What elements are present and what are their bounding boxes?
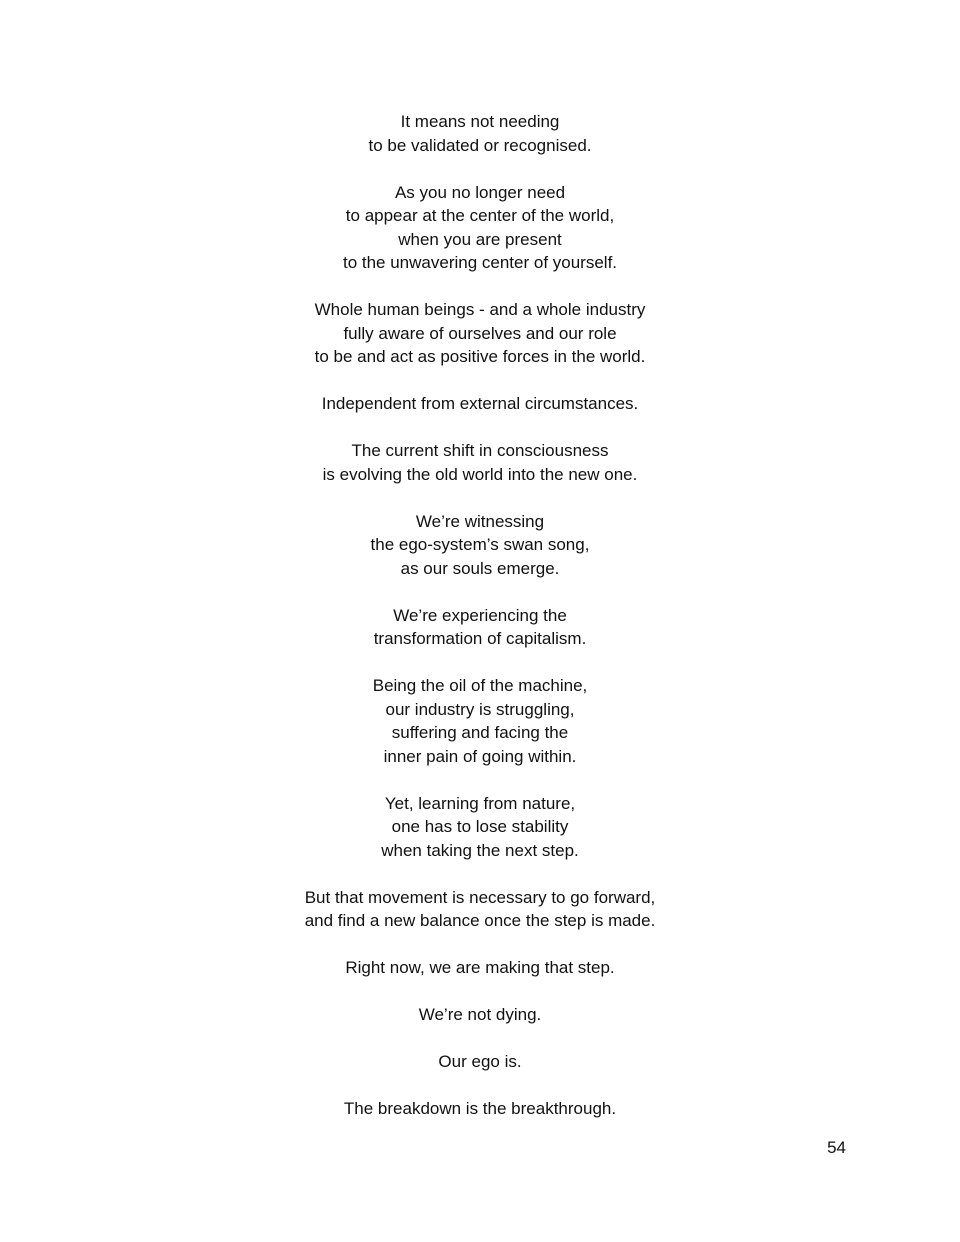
poem-line: Right now, we are making that step. [345,958,615,977]
stanza [0,510,960,581]
poem-line: It means not needing [400,112,560,131]
stanza [0,298,960,369]
poem-line: Whole human beings - and a whole industry [314,300,646,319]
poem-line: one has to lose stability [391,817,569,836]
poem-line: inner pain of going within. [383,746,577,766]
stanza [0,110,960,157]
stanza [0,604,960,651]
poem-line: as our souls emerge. [400,558,560,578]
poem-body [0,110,960,1144]
poem-line: Our ego is. [438,1052,522,1071]
poem-line: fully aware of ourselves and our role [343,323,617,343]
poem-line: when taking the next step. [381,840,579,860]
stanza [0,674,960,768]
poem-line: and find a new balance once the step is made. [304,911,656,930]
poem-line: Yet, learning from nature, [384,793,576,813]
poem-line: We’re experiencing the [393,605,567,625]
poem-line: is evolving the old world into the new one. [322,464,638,484]
stanza [0,1097,960,1121]
poem-line: to be and act as positive forces in the world. [314,347,646,366]
stanza [0,886,960,933]
poem-line: our industry is struggling, [385,699,575,719]
poem-line: to appear at the center of the world, [345,206,615,225]
stanza [0,439,960,486]
poem-line: The current shift in consciousness [351,441,609,460]
poem-line: We’re witnessing [415,511,545,531]
poem-line: the ego-system’s swan song, [370,535,590,554]
stanza [0,792,960,863]
poem-line: As you no longer need [394,182,566,202]
page-number: 54 [827,1138,846,1157]
stanza [0,1050,960,1074]
poem-line: suffering and facing the [391,723,569,742]
stanza [0,1003,960,1027]
stanza [0,956,960,980]
stanza [0,181,960,275]
poem-line: when you are present [398,229,562,249]
poem-line: to be validated or recognised. [368,135,592,155]
stanza [0,392,960,416]
poem-line: transformation of capitalism. [373,629,587,648]
poem-line: to the unwavering center of yourself. [342,253,618,272]
poem-line: But that movement is necessary to go forward, [304,887,656,907]
poem-line: Independent from external circumstances. [321,394,639,413]
poem-line: The breakdown is the breakthrough. [343,1099,617,1118]
poem-line: We’re not dying. [418,1005,542,1024]
poem-line: Being the oil of the machine, [372,676,588,695]
